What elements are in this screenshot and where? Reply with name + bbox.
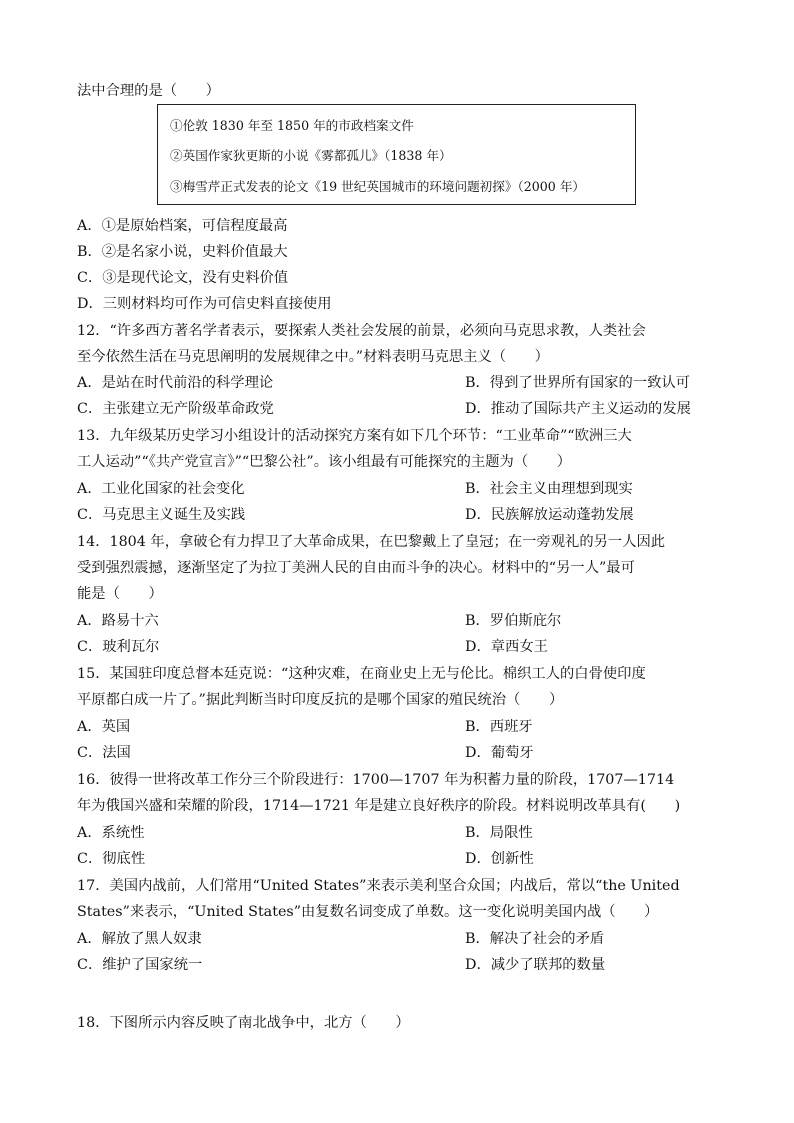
q18-stem: 18．下图所示内容反映了南北战争中，北方（ ）	[77, 1015, 410, 1031]
q16-option-c: C．彻底性	[77, 851, 146, 867]
q17-option-c: C．维护了国家统一	[77, 957, 203, 973]
q12-option-d: D．推动了国际共产主义运动的发展	[465, 401, 691, 417]
q17-options-row-1	[77, 928, 727, 950]
q13-options-row-2	[77, 504, 727, 526]
q17-options-row-2	[77, 954, 727, 976]
q17-option-b: B．解决了社会的矛盾	[465, 931, 605, 947]
q13-option-b: B．社会主义由理想到现实	[465, 481, 633, 497]
q14-option-c: C．玻利瓦尔	[77, 639, 160, 655]
q13-option-d: D．民族解放运动蓬勃发展	[465, 507, 634, 523]
q15-option-d: D．葡萄牙	[465, 745, 534, 761]
q11-option-d: D．三则材料均可作为可信史料直接使用	[77, 296, 332, 312]
q15-stem-line-2: 平原都白成一片了。”据此判断当时印度反抗的是哪个国家的殖民统治（ ）	[77, 692, 564, 708]
q12-stem-line-2: 至今依然生活在马克思阐明的发展规律之中。”材料表明马克思主义（ ）	[77, 349, 549, 365]
q11-material-2: ②英国作家狄更斯的小说《雾都孤儿》（1838 年）	[170, 148, 452, 163]
q14-option-b: B．罗伯斯庇尔	[465, 613, 562, 629]
q12-option-b: B．得到了世界所有国家的一致认可	[465, 375, 690, 391]
q12-option-c: C．主张建立无产阶级革命政党	[77, 401, 274, 417]
q12-options-row-2	[77, 398, 727, 420]
q17-option-a: A．解放了黑人奴隶	[77, 931, 202, 947]
q11-option-c: C．③是现代论文，没有史料价值	[77, 270, 289, 286]
q15-option-a: A．英国	[77, 719, 131, 735]
q16-option-b: B．局限性	[465, 825, 533, 841]
q13-options-row-1	[77, 478, 727, 500]
q14-stem-line-2: 受到强烈震撼，逐渐坚定了为拉丁美洲人民的自由而斗争的决心。材料中的“另一人”最可	[77, 560, 635, 576]
q11-material-1: ①伦敦 1830 年至 1850 年的市政档案文件	[170, 118, 414, 133]
q14-options-row-1	[77, 610, 727, 632]
q17-stem-line-1: 17．美国内战前，人们常用“United States”来表示美利坚合众国；内战后，常以“the United	[77, 878, 680, 894]
q11-material-box	[157, 104, 636, 205]
q12-options-row-1	[77, 372, 727, 394]
q11-option-a: A．①是原始档案，可信程度最高	[77, 218, 288, 234]
q15-options-row-1	[77, 716, 727, 738]
q14-stem-line-3: 能是（ ）	[77, 586, 163, 602]
q11-option-b: B．②是名家小说，史料价值最大	[77, 244, 288, 260]
q11-material-3: ③梅雪芹正式发表的论文《19 世纪英国城市的环境问题初探》（2000 年）	[170, 179, 586, 194]
q13-option-c: C．马克思主义诞生及实践	[77, 507, 246, 523]
q13-stem-line-1: 13．九年级某历史学习小组设计的活动探究方案有如下几个环节：“工业革命”“欧洲三大	[77, 428, 632, 444]
q16-stem-line-1: 16．彼得一世将改革工作分三个阶段进行：1700—1707 年为积蓄力量的阶段，1707—1714	[77, 772, 675, 788]
q16-options-row-2	[77, 848, 727, 870]
q16-options-row-1	[77, 822, 727, 844]
q15-stem-line-1: 15．某国驻印度总督本廷克说：“这种灾难，在商业史上无与伦比。棉织工人的白骨使印度	[77, 666, 646, 682]
q17-option-d: D．减少了联邦的数量	[465, 957, 606, 973]
q14-options-row-2	[77, 636, 727, 658]
q16-option-a: A．系统性	[77, 825, 145, 841]
q14-stem-line-1: 14．1804 年，拿破仑有力捍卫了大革命成果，在巴黎戴上了皇冠；在一旁观礼的另一人因此	[77, 534, 666, 550]
q15-option-c: C．法国	[77, 745, 131, 761]
q17-stem-line-2: States”来表示，“United States”由复数名词变成了单数。这一变化说明美国内战（ ）	[77, 904, 659, 920]
q14-option-a: A．路易十六	[77, 613, 159, 629]
q12-option-a: A．是站在时代前沿的科学理论	[77, 375, 274, 391]
q14-option-d: D．章西女王	[465, 639, 548, 655]
q12-stem-line-1: 12．“许多西方著名学者表示，要探索人类社会发展的前景，必须向马克思求教，人类社会	[77, 323, 646, 339]
q15-options-row-2	[77, 742, 727, 764]
q11-stem-tail: 法中合理的是（ ）	[77, 83, 220, 99]
q15-option-b: B．西班牙	[465, 719, 533, 735]
q13-stem-line-2: 工人运动”“《共产党宣言》”“巴黎公社”。该小组最有可能探究的主题为（ ）	[77, 454, 572, 470]
q13-option-a: A．工业化国家的社会变化	[77, 481, 245, 497]
q16-stem-line-2: 年为俄国兴盛和荣耀的阶段，1714—1721 年是建立良好秩序的阶段。材料说明改革具有( )	[77, 798, 681, 814]
q16-option-d: D．创新性	[465, 851, 534, 867]
